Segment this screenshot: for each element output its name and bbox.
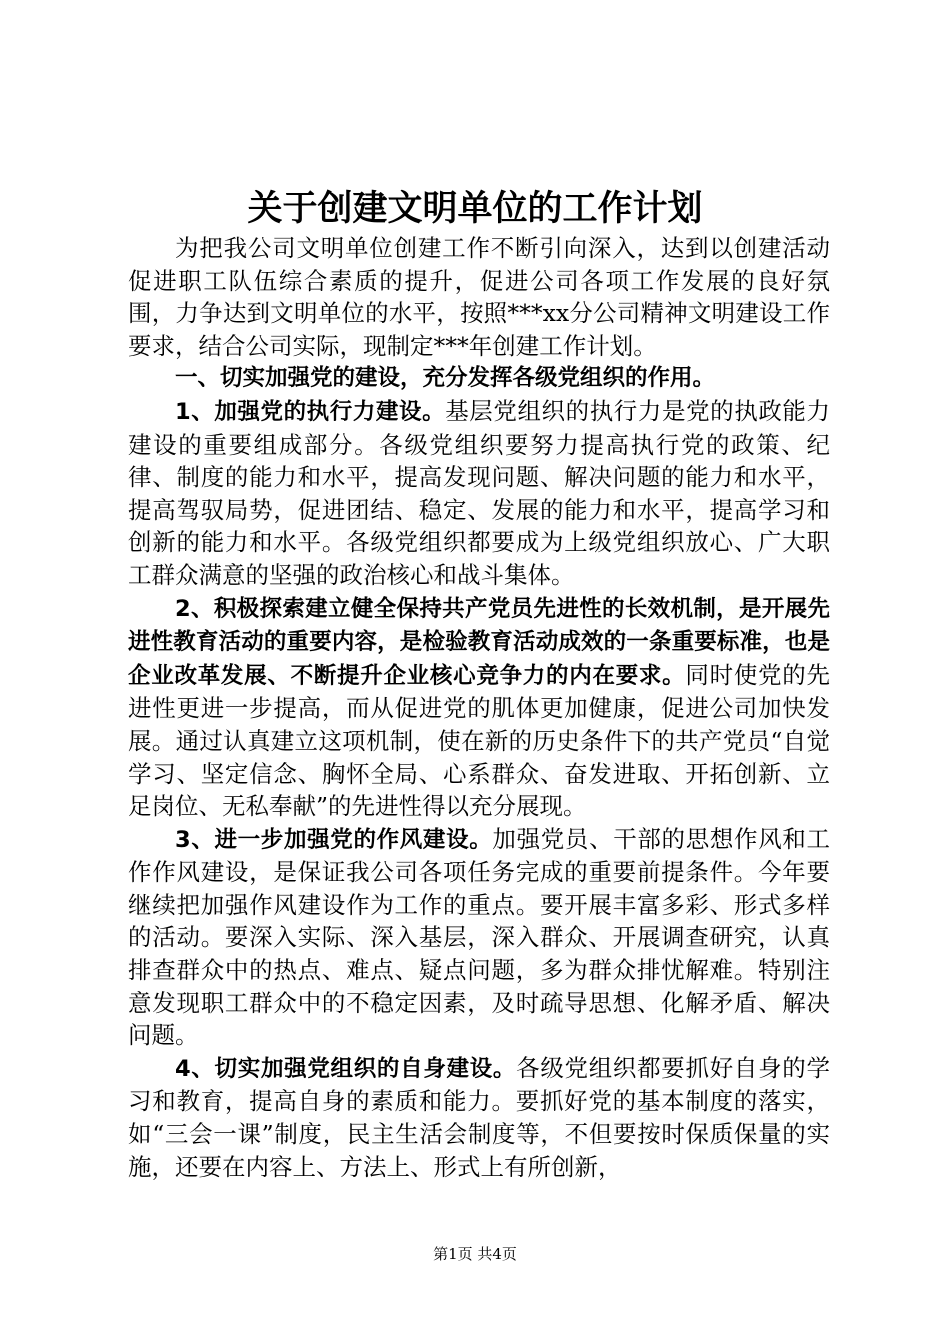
item-body-3: 加强党员、干部的思想作风和工作作风建设，是保证我公司各项任务完成的重要前提条件。今年要继续把加强作风建设作为工作的重点。要开展丰富多彩、形式多样的活动。要深入实际、深入基层，深入群众、开展调查研究，认真排查群众中的热点、难点、疑点问题，多为群众排忧解难。特别注意发现职工群众中的不稳定因素，及时疏导思想、化解矛盾、解决问题。 [128,824,831,1050]
document-body [128,232,830,1183]
page-footer: 第1页 共4页 [433,1245,517,1263]
item-lead-1: 1、加强党的执行力建设。 [175,398,446,425]
item-lead-4: 4、切实加强党组织的自身建设。 [175,1055,517,1082]
intro-paragraph: 为把我公司文明单位创建工作不断引向深入，达到以创建活动促进职工队伍综合素质的提升，促进公司各项工作发展的良好氛围，力争达到文明单位的水平，按照***xx分公司精神文明建设工作要求，结合公司实际，现制定***年创建工作计划。 [128,234,830,360]
item-paragraph-2 [128,592,830,823]
item-lead-2: 2、积极探索建立健全保持共产党员先进性的长效机制，是开展先进性教育活动的重要内容，是检验教育活动成效的一条重要标准，也是企业改革发展、不断提升企业核心竞争力的内在要求。 [128,595,830,689]
item-body-2: 同时使党的先进性更进一步提高，而从促进党的肌体更加健康，促进公司加快发展。通过认真建立这项机制，使在新的历史条件下的共产党员“自觉学习、坚定信念、胸怀全局、心系群众、奋发进取、开拓创新、立足岗位、无私奉献”的先进性得以充分展现。 [128,660,830,821]
item-paragraph-1 [128,395,830,592]
document-title: 关于创建文明单位的工作计划 [247,189,703,229]
item-body-1: 基层党组织的执行力是党的执政能力建设的重要组成部分。各级党组织要努力提高执行党的政策、纪律、制度的能力和水平，提高发现问题、解决问题的能力和水平，提高驾驭局势，促进团结、稳定、发展的能力和水平，提高学习和创新的能力和水平。各级党组织都要成为上级党组织放心、广大职工群众满意的坚强的政治核心和战斗集体。 [128,396,831,589]
item-body-4: 各级党组织都要抓好自身的学习和教育，提高自身的素质和能力。要抓好党的基本制度的落实，如“三会一课”制度，民主生活会制度等，不但要按时保质保量的实施，还要在内容上、方法上、形式上有所创新， [128,1053,830,1181]
item-paragraph-3 [128,823,830,1052]
section-heading: 一、切实加强党的建设，充分发挥各级党组织的作用。 [175,365,716,392]
item-paragraph-4 [128,1052,830,1183]
item-lead-3: 3、进一步加强党的作风建设。 [175,826,493,853]
